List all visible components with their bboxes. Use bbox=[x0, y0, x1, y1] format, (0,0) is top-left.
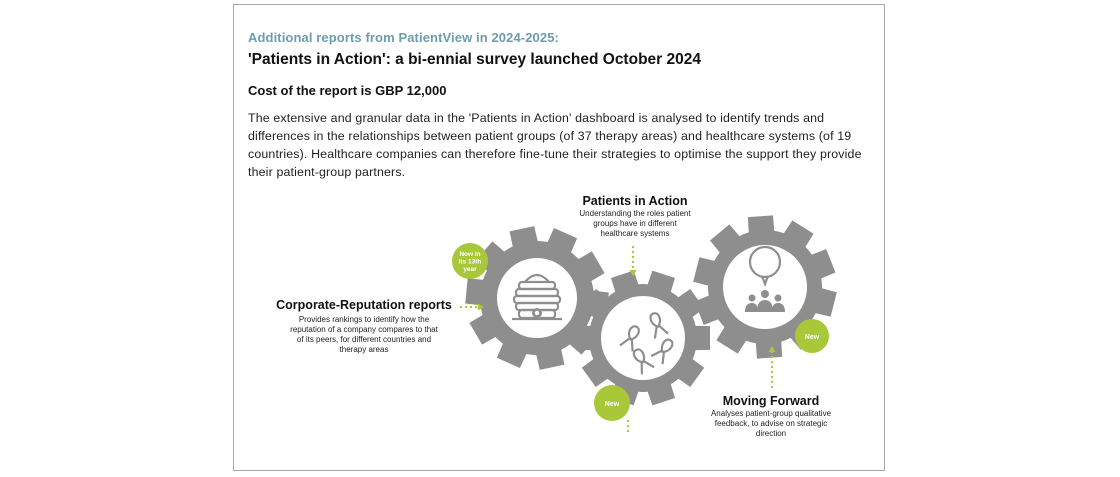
corporate-line-4: therapy areas bbox=[339, 345, 389, 354]
patients-in-action-gear bbox=[576, 271, 710, 406]
forward-badge-text: New bbox=[804, 334, 820, 341]
badge-line-3: year bbox=[463, 266, 477, 273]
corporate-line-1: Provides rankings to identify how the bbox=[298, 315, 430, 324]
patients-title: Patients in Action bbox=[582, 194, 688, 208]
badge-line-1: Now in bbox=[459, 251, 481, 258]
report-description: The extensive and granular data in the 'Patients in Action' dashboard is analysed to identify trends and differences in the relationships between patient groups (of 37 therapy areas) and healthcare systems (of 19 countries). Healthcare companies can therefore fine-tune their strategies to optimise the support they provide their patient-group partners. bbox=[248, 111, 862, 179]
forward-line-3: direction bbox=[755, 429, 787, 438]
badge-line-2: its 13th bbox=[458, 258, 482, 266]
corporate-title: Corporate-Reputation reports bbox=[276, 298, 452, 312]
now-in-13th-year-badge bbox=[452, 243, 488, 279]
report-kicker: Additional reports from PatientView in 2024-2025: bbox=[248, 30, 559, 45]
report-cost: Cost of the report is GBP 12,000 bbox=[248, 83, 447, 98]
beehive-icon bbox=[512, 275, 562, 319]
patients-line-2: groups have in different bbox=[593, 219, 677, 228]
gear-hub bbox=[601, 296, 685, 380]
forward-label bbox=[711, 394, 832, 438]
patients-new-badge bbox=[594, 385, 630, 421]
corporate-label bbox=[276, 298, 452, 354]
forward-title: Moving Forward bbox=[722, 394, 820, 408]
connector-patients bbox=[630, 246, 637, 276]
corporate-line-2: reputation of a company compares to that bbox=[290, 325, 438, 334]
gear-hub bbox=[497, 258, 577, 338]
patients-line-1: Understanding the roles patient bbox=[579, 209, 691, 218]
report-headline: 'Patients in Action': a bi-ennial survey launched October 2024 bbox=[248, 51, 701, 68]
patients-label bbox=[579, 194, 691, 238]
corporate-line-3: of its peers, for different countries and bbox=[296, 335, 432, 344]
forward-line-2: feedback, to advise on strategic bbox=[714, 419, 828, 428]
patients-badge-text: New bbox=[604, 401, 620, 408]
patients-line-3: healthcare systems bbox=[600, 229, 670, 238]
forward-line-1: Analyses patient-group qualitative bbox=[710, 409, 832, 418]
forward-new-badge bbox=[795, 319, 829, 353]
